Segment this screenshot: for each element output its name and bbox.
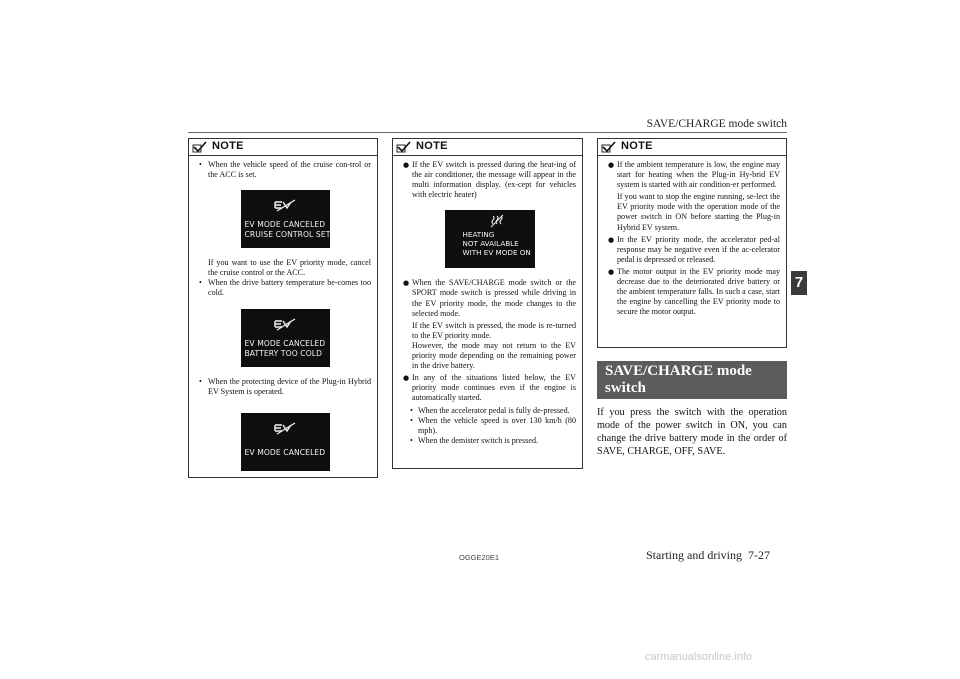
display-screen-cruise <box>241 190 330 248</box>
circle-bullet-icon: ● <box>608 235 615 244</box>
display-screen-battery-cold <box>241 309 330 367</box>
header-divider <box>188 132 787 133</box>
bullet-icon: • <box>199 160 202 169</box>
screen-line: EV MODE CANCELED <box>244 447 326 457</box>
note-paragraph: If the EV switch is pressed, the mode is re-turned to the EV priority mode. <box>412 320 576 340</box>
display-screen-ev-canceled <box>241 413 330 471</box>
note-item: ● If the ambient temperature is low, the engine may start for heating when the Plug-in Hy-brid EV system is started with air condition-er performed. <box>608 160 780 190</box>
note-label: NOTE <box>621 140 653 152</box>
ev-mode-canceled-icon <box>273 317 297 331</box>
note-subitem: • When the vehicle speed is over 130 km/h (80 mph). <box>410 415 576 435</box>
note-item: ● When the SAVE/CHARGE mode switch or the SPORT mode switch is pressed while driving in the EV priority mode, the mode changes to the selected mode. <box>403 278 576 318</box>
note-box-1 <box>188 138 378 478</box>
note-item: ● If the EV switch is pressed during the heat-ing of the air conditioner, the message will appear in the multi information display. (ex-cept for vehicles with electric heater) <box>403 160 576 200</box>
bullet-icon: • <box>199 376 202 386</box>
bullet-icon: • <box>199 278 202 288</box>
note-header <box>189 139 377 156</box>
note-paragraph: If you want to stop the engine running, se-lect the EV priority mode with the operation mode of the power switch in ON before starting the Plug-in Hybrid EV system. <box>617 192 780 232</box>
screen-line: NOT AVAILABLE <box>462 239 519 249</box>
heater-icon <box>490 214 504 228</box>
display-screen-heating <box>445 210 535 268</box>
page-number: 7-27 <box>748 548 770 562</box>
note-item: ● In any of the situations listed below, the EV priority mode continues even if the engine is automatically started. <box>403 373 576 403</box>
watermark: carmanualsonline.info <box>645 651 753 663</box>
bullet-icon: • <box>410 405 413 415</box>
note-item: ● In the EV priority mode, the accelerator ped-al response may be negative even if the ac-celerator pedal is depressed or released. <box>608 234 780 264</box>
note-item: • When the drive battery temperature be-comes too cold. <box>199 278 371 298</box>
footer-chapter: Starting and driving <box>646 548 742 562</box>
note-box-2 <box>392 138 583 469</box>
circle-bullet-icon: ● <box>403 161 410 169</box>
bullet-icon: • <box>410 415 413 425</box>
note-item: ● The motor output in the EV priority mode may decrease due to the deteriorated drive battery or the ambient temperature falls. In such a case, start the engine by cancelling the EV priority mode to secure the motor output. <box>608 266 780 317</box>
page-header-title: SAVE/CHARGE mode switch <box>646 118 787 130</box>
note-subitem: • When the accelerator pedal is fully de-pressed. <box>410 405 570 415</box>
note-label: NOTE <box>416 140 448 152</box>
screen-line: HEATING <box>462 230 495 240</box>
note-item: • When the protecting device of the Plug-in Hybrid EV System is operated. <box>199 376 371 396</box>
footer-code: OGGE20E1 <box>459 553 500 562</box>
screen-line: CRUISE CONTROL SET <box>244 230 331 240</box>
chapter-tab: 7 <box>791 271 807 295</box>
bullet-icon: • <box>410 435 413 445</box>
note-paragraph: However, the mode may not return to the EV priority mode depending on the remaining power in the drive battery. <box>412 340 576 371</box>
note-header <box>598 139 786 156</box>
section-body: If you press the switch with the operation mode of the power switch in ON, you can change the drive battery mode in the order of SAVE, CHARGE, OFF, SAVE. <box>597 407 787 458</box>
note-check-icon <box>601 141 617 153</box>
screen-line: EV MODE CANCELED <box>244 220 326 230</box>
note-header <box>393 139 582 156</box>
screen-line: WITH EV MODE ON <box>462 248 531 258</box>
note-box-3 <box>597 138 787 348</box>
note-item: • When the vehicle speed of the cruise con-trol or the ACC is set. <box>199 160 371 180</box>
screen-line: BATTERY TOO COLD <box>244 348 323 358</box>
circle-bullet-icon: ● <box>608 267 615 276</box>
circle-bullet-icon: ● <box>403 279 410 288</box>
circle-bullet-icon: ● <box>403 374 410 383</box>
note-label: NOTE <box>212 140 244 152</box>
note-check-icon <box>192 141 208 153</box>
note-check-icon <box>396 141 412 153</box>
screen-line: EV MODE CANCELED <box>244 338 326 348</box>
ev-mode-canceled-icon <box>273 421 297 435</box>
note-subitem: • When the demister switch is pressed. <box>410 435 539 445</box>
section-heading: SAVE/CHARGE mode switch <box>597 361 787 399</box>
note-paragraph: If you want to use the EV priority mode, cancel the cruise control or the ACC. <box>208 258 371 278</box>
ev-mode-canceled-icon <box>273 198 297 212</box>
circle-bullet-icon: ● <box>608 161 615 169</box>
